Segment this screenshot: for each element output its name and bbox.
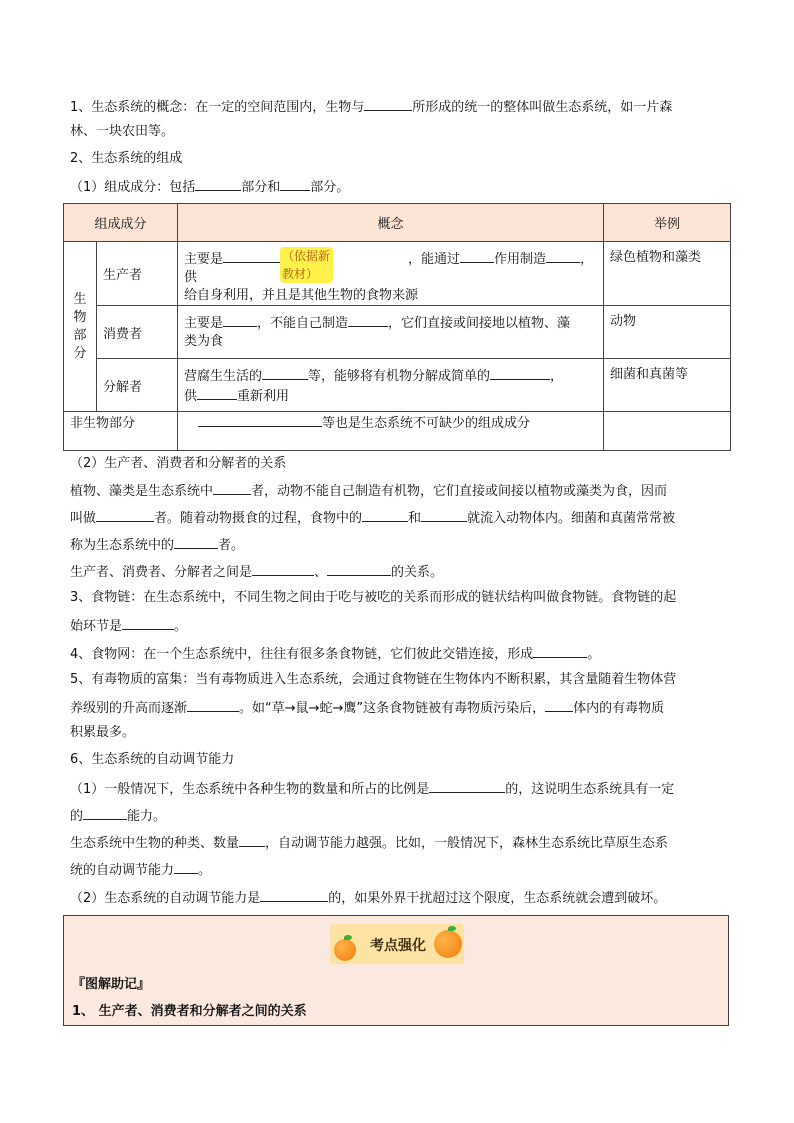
leaf-icon [344, 935, 352, 940]
text: 细菌和真菌等 [610, 367, 689, 382]
text: 绿色植物和藻类 [610, 250, 702, 265]
fill-blank[interactable] [421, 508, 467, 522]
text: 就流入动物体内。细菌和真菌常常被 [467, 511, 676, 526]
text: 部 [73, 327, 87, 343]
concept-cell [178, 359, 604, 412]
table-header-row [64, 204, 731, 242]
fill-blank[interactable] [364, 97, 412, 111]
food-web-para [70, 644, 730, 664]
fill-blank[interactable] [83, 806, 127, 820]
text: 重新利用 [237, 389, 290, 404]
relations-line [70, 535, 730, 555]
text: 林、一块农田等。 [70, 124, 175, 139]
text: 始环节是 [70, 619, 123, 634]
components-para [70, 177, 730, 197]
self-regulation-line [70, 860, 730, 880]
text: 者。随着动物摄食的过程，食物中的 [154, 511, 363, 526]
fill-blank[interactable] [239, 833, 265, 847]
example-cell [604, 359, 731, 412]
table-row [64, 412, 731, 451]
row-label: 分解者 [97, 359, 178, 412]
orange-icon [434, 930, 462, 958]
text: （2）生态系统的自动调节能力是 [70, 891, 261, 906]
concept-cell [178, 412, 604, 451]
text: 。 [198, 863, 212, 878]
text: 3、食物链：在生态系统中，不同生物之间由于吃与被吃的关系而形成的链状结构叫做食物链。食物链的起 [70, 590, 677, 605]
text: 4、食物网：在一个生态系统中，往往有很多条食物链，它们彼此交错连接，形成 [70, 647, 534, 662]
text: 分 [73, 345, 87, 361]
example-cell [604, 242, 731, 306]
fill-blank[interactable] [280, 177, 310, 191]
text: ，自动调节能力越强。比如，一般情况下，森林生态系统比草原生态系 [265, 836, 669, 851]
text: 等，能够将有机物分解成简单的 [308, 369, 491, 384]
fill-blank[interactable] [262, 366, 308, 380]
text: 者，动物不能自己制造有机物，它们直接或间接以植物或藻类为食，因而 [251, 484, 668, 499]
text: 的，如果外界干扰超过这个限度，生态系统就会遭到破坏。 [328, 891, 667, 906]
text: 部分和 [241, 180, 281, 195]
relations-line [70, 481, 730, 501]
fill-blank[interactable] [213, 481, 251, 495]
fill-blank[interactable] [429, 779, 505, 793]
text: 的，这说明生态系统具有一定 [505, 782, 675, 797]
self-regulation-line [70, 833, 730, 853]
fill-blank[interactable] [460, 249, 494, 263]
fill-blank[interactable] [174, 535, 218, 549]
concept-para [70, 97, 730, 117]
text: 供 [184, 389, 198, 404]
self-regulation-line [70, 888, 730, 908]
fill-blank[interactable] [348, 313, 388, 327]
text: 主要是 [184, 252, 224, 267]
edition-note-tag: （依据新教材） [280, 247, 333, 283]
text: 1、生态系统的概念：在一定的空间范围内，生物与 [70, 100, 365, 115]
example-cell [604, 306, 731, 359]
self-regulation-line [70, 779, 730, 799]
example-cell [604, 412, 731, 451]
fill-blank[interactable] [223, 313, 257, 327]
leaf-icon [448, 926, 456, 931]
text: 生态系统中生物的种类、数量 [70, 836, 240, 851]
self-regulation-line [70, 806, 730, 826]
table-row [64, 242, 731, 306]
key-points-badge [330, 924, 464, 964]
table-row [64, 359, 731, 412]
fill-blank[interactable] [187, 698, 239, 712]
fill-blank[interactable] [122, 616, 174, 630]
relations-line [70, 562, 730, 582]
fill-blank[interactable] [490, 366, 550, 380]
toxin-para-cont [70, 724, 730, 742]
text: 和 [408, 511, 422, 526]
text: 。 [587, 647, 601, 662]
fill-blank[interactable] [198, 413, 322, 427]
group-label [64, 242, 97, 412]
text: （1）组成成分：包括 [70, 180, 196, 195]
text: 生产者、消费者、分解者之间是 [70, 565, 253, 580]
text: （1）一般情况下，生态系统中各种生物的数量和所占的比例是 [70, 782, 430, 797]
fill-blank[interactable] [546, 249, 580, 263]
text: 、 [314, 565, 328, 580]
row-label: 生产者 [97, 242, 178, 306]
text: 称为生态系统中的 [70, 538, 175, 553]
toxin-para-cont [70, 698, 730, 718]
text: 能力。 [127, 809, 167, 824]
text: 所形成的统一的整体叫做生态系统，如一片森 [412, 100, 673, 115]
fill-blank[interactable] [362, 508, 408, 522]
text: 养级别的升高而逐渐 [70, 701, 188, 716]
concept-cell [178, 242, 604, 306]
text: 生 [73, 291, 87, 307]
relations-heading [70, 455, 730, 473]
text: （2）生产者、消费者和分解者的关系 [70, 456, 287, 471]
food-chain-para [70, 589, 730, 607]
fill-blank[interactable] [327, 562, 391, 576]
key-points-panel [63, 915, 729, 1026]
text: 。如“草→鼠→蛇→鹰”这条食物链被有毒物质污染后， [239, 701, 546, 716]
fill-blank[interactable] [545, 698, 573, 712]
text: 作用制造 [494, 252, 547, 267]
orange-icon [334, 939, 356, 961]
text: ，它们直接或间接地以植物、藻 [388, 316, 571, 331]
self-regulation-heading [70, 751, 730, 769]
text: 5、有毒物质的富集：当有毒物质进入生态系统，会通过食物链在生物体内不断积累，其含量随着生物体营 [70, 672, 677, 687]
text: ，不能自己制造 [257, 316, 349, 331]
text: 植物、藻类是生态系统中 [70, 484, 214, 499]
concept-para-cont [70, 123, 730, 141]
col-header: 组成成分 [64, 204, 178, 242]
text: ，供 [184, 252, 594, 285]
text: 部分。 [310, 180, 350, 195]
text: ， [550, 369, 564, 384]
toxin-para [70, 671, 730, 689]
row-label: 非生物部分 [64, 412, 178, 451]
item-title: 1、 生产者、消费者和分解者之间的关系 [72, 1004, 307, 1019]
text: 营腐生生活的 [184, 369, 263, 384]
text: 动物 [610, 314, 637, 329]
text: 6、生态系统的自动调节能力 [70, 752, 235, 767]
col-header: 概念 [178, 204, 604, 242]
text: 等也是生态系统不可缺少的组成成分 [322, 416, 531, 431]
composition-table [63, 203, 731, 451]
text: 给自身利用，并且是其他生物的食物来源 [184, 288, 419, 303]
fill-blank[interactable] [197, 386, 237, 400]
text: 的 [70, 809, 84, 824]
section-title: 『图解助记』 [72, 977, 151, 992]
fill-blank[interactable] [252, 562, 314, 576]
fill-blank[interactable] [96, 508, 154, 522]
text: 的关系。 [391, 565, 444, 580]
text: 体内的有毒物质 [573, 701, 665, 716]
row-label: 消费者 [97, 306, 178, 359]
relations-line [70, 508, 730, 528]
food-chain-para-cont [70, 616, 730, 636]
fill-blank[interactable] [223, 249, 333, 281]
badge-title: 考点强化 [370, 938, 426, 954]
text: 者。 [218, 538, 245, 553]
text: 统的自动调节能力 [70, 863, 175, 878]
text: ，能通过 [408, 252, 461, 267]
concept-cell [178, 306, 604, 359]
text: 。 [174, 619, 188, 634]
text: 叫做 [70, 511, 97, 526]
text: 2、生态系统的组成 [70, 151, 183, 166]
fill-blank[interactable] [533, 644, 587, 658]
fill-blank[interactable] [195, 177, 241, 191]
fill-blank[interactable] [174, 860, 198, 874]
text: 积累最多。 [70, 725, 136, 740]
text: 类为食 [184, 334, 224, 349]
table-row [64, 306, 731, 359]
fill-blank[interactable] [260, 888, 328, 902]
col-header: 举例 [604, 204, 731, 242]
text: 物 [73, 309, 87, 325]
section-heading [70, 150, 730, 168]
text: 主要是 [184, 316, 224, 331]
